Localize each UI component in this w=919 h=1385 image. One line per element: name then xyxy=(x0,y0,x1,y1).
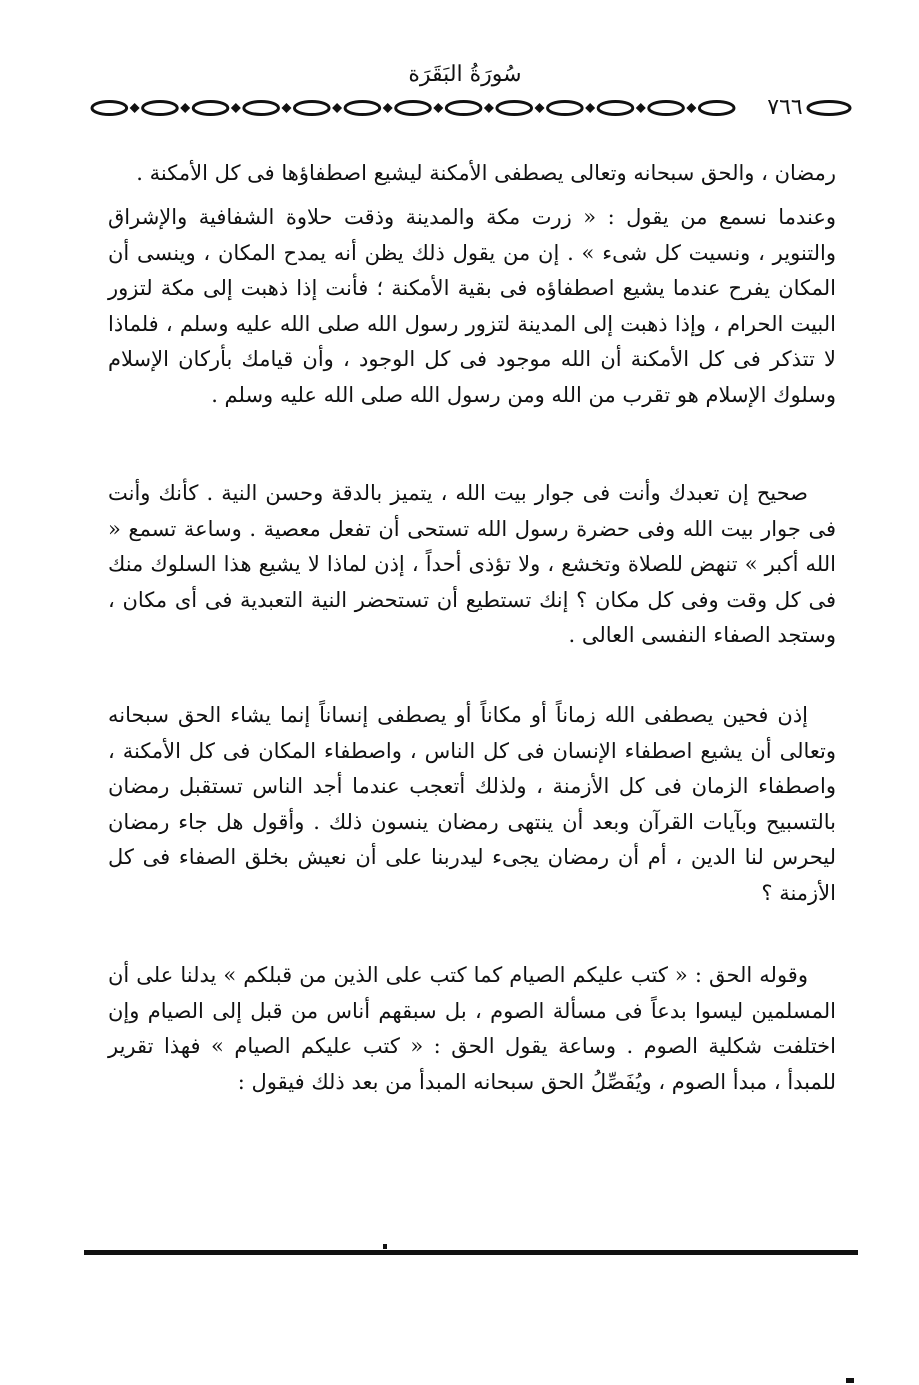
ornament-diamond xyxy=(180,103,190,113)
ornament-oval xyxy=(345,102,380,115)
corner-mark xyxy=(846,1378,854,1383)
ornament-oval xyxy=(294,102,329,115)
footer-dot xyxy=(383,1244,387,1249)
page-number: ٧٦٦ xyxy=(767,95,803,120)
ornament-oval xyxy=(699,102,734,115)
ornament-oval xyxy=(396,102,431,115)
ornament-diamond xyxy=(231,103,241,113)
ornament-oval xyxy=(598,102,633,115)
surah-title: سُورَةُ البَقَرَة xyxy=(408,62,522,87)
ornament-oval xyxy=(808,102,850,115)
ornament-diamond xyxy=(484,103,494,113)
ornament-border-icon xyxy=(84,92,856,126)
ornament-diamond xyxy=(281,103,291,113)
ornament-diamond xyxy=(433,103,443,113)
header-ornament-row xyxy=(84,92,856,126)
ornament-oval xyxy=(446,102,481,115)
paragraph-5: وقوله الحق : « كتب عليكم الصيام كما كتب على الذين من قبلكم » يدلنا على أن المسلمين ليسوا بدعاً فى مسألة الصوم ، بل سبقهم أناس من قبل إلى الصيام وإن اختلفت شكلية الصوم . وساعة يقول الحق : « كتب عليكم الصيام » فهذا تقرير للمبدأ ، مبدأ الصوم ، ويُفَصِّلُ الحق سبحانه المبدأ من بعد ذلك فيقول : xyxy=(108,963,836,1094)
ornament-diamond xyxy=(383,103,393,113)
paragraph-4: إذن فحين يصطفى الله زماناً أو مكاناً أو يصطفى إنساناً إنما يشاء الحق سبحانه وتعالى أن يشيع اصطفاء الإنسان فى كل الناس ، واصطفاء المكان فى كل الأمكنة ، واصطفاء الزمان فى كل الأزمنة ، ولذلك أتعجب عندما أجد الناس تستقبل رمضان بالتسبيح وبآيات القرآن وبعد أن ينتهى رمضان ينسون ذلك . وأقول هل جاء رمضان ليحرس لنا الدين ، أم أن رمضان يجىء ليدربنا على أن نعيش بخلق الصفاء فى كل الأزمنة ؟ xyxy=(108,703,836,905)
ornament-oval xyxy=(244,102,279,115)
paragraph-3: صحيح إن تعبدك وأنت فى جوار بيت الله ، يتميز بالدقة وحسن النية . كأنك وأنت فى جوار بيت الله وفى حضرة رسول الله تستحى أن تفعل معصية . وساعة تسمع « الله أكبر » تنهض للصلاة وتخشع ، ولا تؤذى أحداً ، إذن لماذا لا يشيع هذا السلوك منك فى كل وقت وفى كل مكان ؟ إنك تستطيع أن تستحضر النية التعبدية فى أى مكان ، وستجد الصفاء النفسى العالى . xyxy=(108,481,836,648)
ornament-diamond xyxy=(585,103,595,113)
ornament-oval xyxy=(193,102,228,115)
ornament-oval xyxy=(143,102,178,115)
ornament-diamond xyxy=(686,103,696,113)
paragraph-1: رمضان ، والحق سبحانه وتعالى يصطفى الأمكنة ليشيع اصطفاؤها فى كل الأمكنة . xyxy=(136,161,836,185)
ornament-oval xyxy=(497,102,532,115)
ornament-oval xyxy=(649,102,684,115)
ornament-oval xyxy=(548,102,583,115)
ornament-oval xyxy=(92,102,127,115)
ornament-diamond xyxy=(535,103,545,113)
ornament-diamond xyxy=(636,103,646,113)
ornament-diamond xyxy=(332,103,342,113)
footer-rule xyxy=(84,1250,858,1255)
ornament-diamond xyxy=(130,103,140,113)
paragraph-2: وعندما نسمع من يقول : « زرت مكة والمدينة وذقت حلاوة الشفافية والإشراق والتنوير ، ونسيت كل شىء » . إن من يقول ذلك يظن أنه يمدح المكان ، وينسى أن المكان يفرح عندما يشيع اصطفاؤه فى بقية الأمكنة ؛ فأنت إذا ذهبت إلى مكة لتزور البيت الحرام ، وإذا ذهبت إلى المدينة لتزور رسول الله صلى الله عليه وسلم ، فلماذا لا تتذكر فى كل الأمكنة أن الله موجود فى كل الوجود ، وأن قيامك بأركان الإسلام وسلوك الإسلام هو تقرب من الله ومن رسول الله صلى الله عليه وسلم . xyxy=(108,205,836,407)
